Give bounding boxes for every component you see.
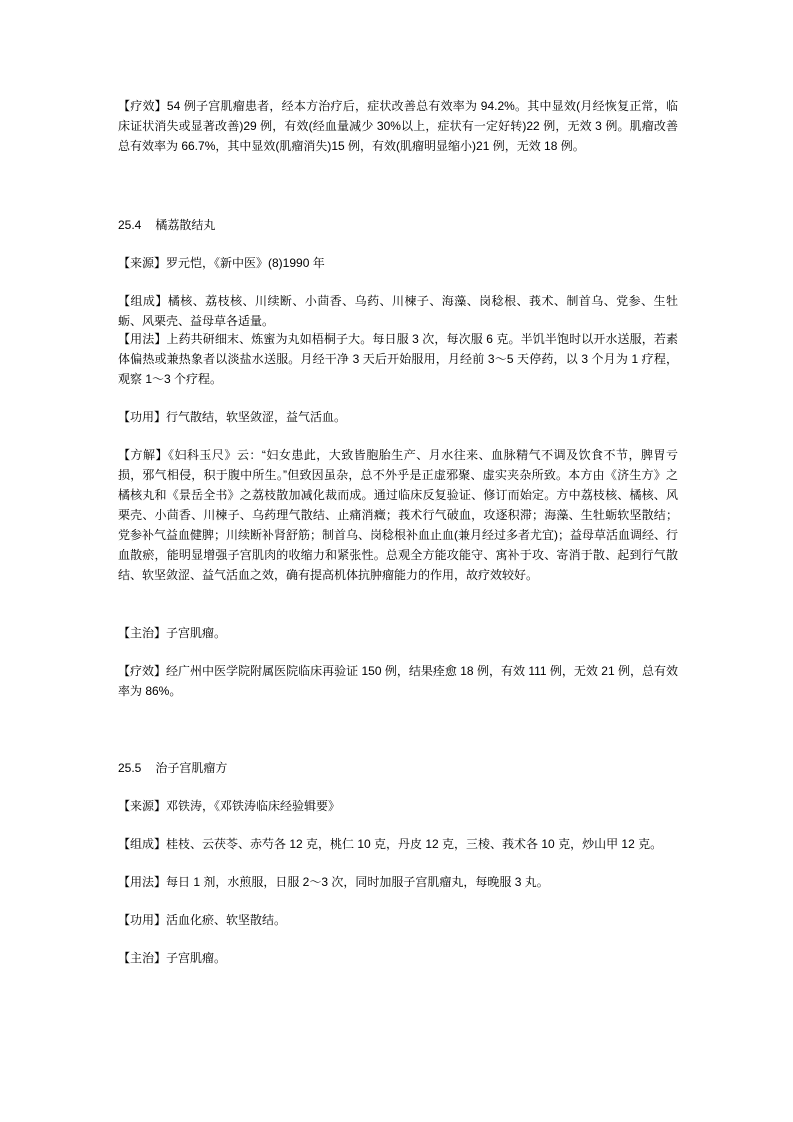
source-paragraph: 【来源】罗元恺，《新中医》(8)1990 年 [118,256,325,270]
composition-paragraph: 【组成】桂枝、云茯苓、赤芍各 12 克，桃仁 10 克，丹皮 12 克，三棱、莪术各 10 克，炒山甲 12 克。 [118,837,663,851]
efficacy-paragraph: 【疗效】54 例子宫肌瘤患者，经本方治疗后，症状改善总有效率为 94.2%。其中显效(月经恢复正常，临床证状消失或显著改善)29 例，有效(经血量减少 30%以上，症状有一定好转)22 例，无效 3 例。肌瘤改善总有效率为 66.7%，其中显效(肌瘤消失)15 例，有效(肌瘤明显缩小)21 例，无效 18 例。 [118,99,678,153]
function-paragraph: 【功用】活血化瘀、软坚散结。 [118,913,287,927]
section-title: 治子宫肌瘤方 [155,761,228,775]
section-heading-25-5 [118,758,227,778]
usage-paragraph: 【用法】上药共研细末、炼蜜为丸如梧桐子大。每日服 3 次，每次服 6 克。半饥半饱时以开水送服，若素体偏热或兼热象者以淡盐水送服。月经干净 3 天后开始服用，月经前 3～5 天停药，以 3 个月为 1 疗程，观察 1～3 个疗程。 [118,332,678,386]
explanation-paragraph: 【方解】《妇科玉尺》云：“妇女患此，大致皆胞胎生产、月水往来、血脉精气不调及饮食不节，脾胃亏损，邪气相侵，积于腹中所生。”但致因虽杂，总不外乎是正虚邪聚、虚实夹杂所致。本方由《济生方》之橘核丸和《景岳全书》之荔枝散加减化裁而成。通过临床反复验证、修订而始定。方中荔枝核、橘核、风栗壳、小茴香、川楝子、乌药理气散结、止痛消癥；莪术行气破血，攻逐积滞；海藻、生牡蛎软坚散结；党参补气益血健脾；川续断补肾舒筋；制首乌、岗稔根补血止血(兼月经过多者尤宜)；益母草活血调经、行血散瘀，能明显增强子宫肌肉的收缩力和紧张性。总观全方能攻能守、寓补于攻、寄消于散、起到行气散结、软坚敛涩、益气活血之效，确有提高机体抗肿瘤能力的作用，故疗效较好。 [118,448,678,582]
section-number: 25.5 [118,761,142,775]
section-heading-25-4 [118,215,215,235]
section-number: 25.4 [118,218,142,232]
indication-paragraph: 【主治】子宫肌瘤。 [118,626,227,640]
section-title: 橘荔散结丸 [155,218,216,232]
efficacy-paragraph: 【疗效】经广州中医学院附属医院临床再验证 150 例，结果痊愈 18 例，有效 111 例，无效 21 例，总有效率为 86%。 [118,664,678,698]
indication-paragraph: 【主治】子宫肌瘤。 [118,951,227,965]
composition-paragraph: 【组成】橘核、荔枝核、川续断、小茴香、乌药、川楝子、海藻、岗稔根、莪术、制首乌、党参、生牡蛎、风栗壳、益母草各适量。 [118,294,678,328]
source-paragraph: 【来源】邓铁涛，《邓铁涛临床经验辑要》 [118,799,341,813]
usage-paragraph: 【用法】每日 1 剂，水煎服，日服 2～3 次，同时加服子宫肌瘤丸，每晚服 3 丸。 [118,875,549,889]
function-paragraph: 【功用】行气散结，软坚敛涩，益气活血。 [118,410,347,424]
